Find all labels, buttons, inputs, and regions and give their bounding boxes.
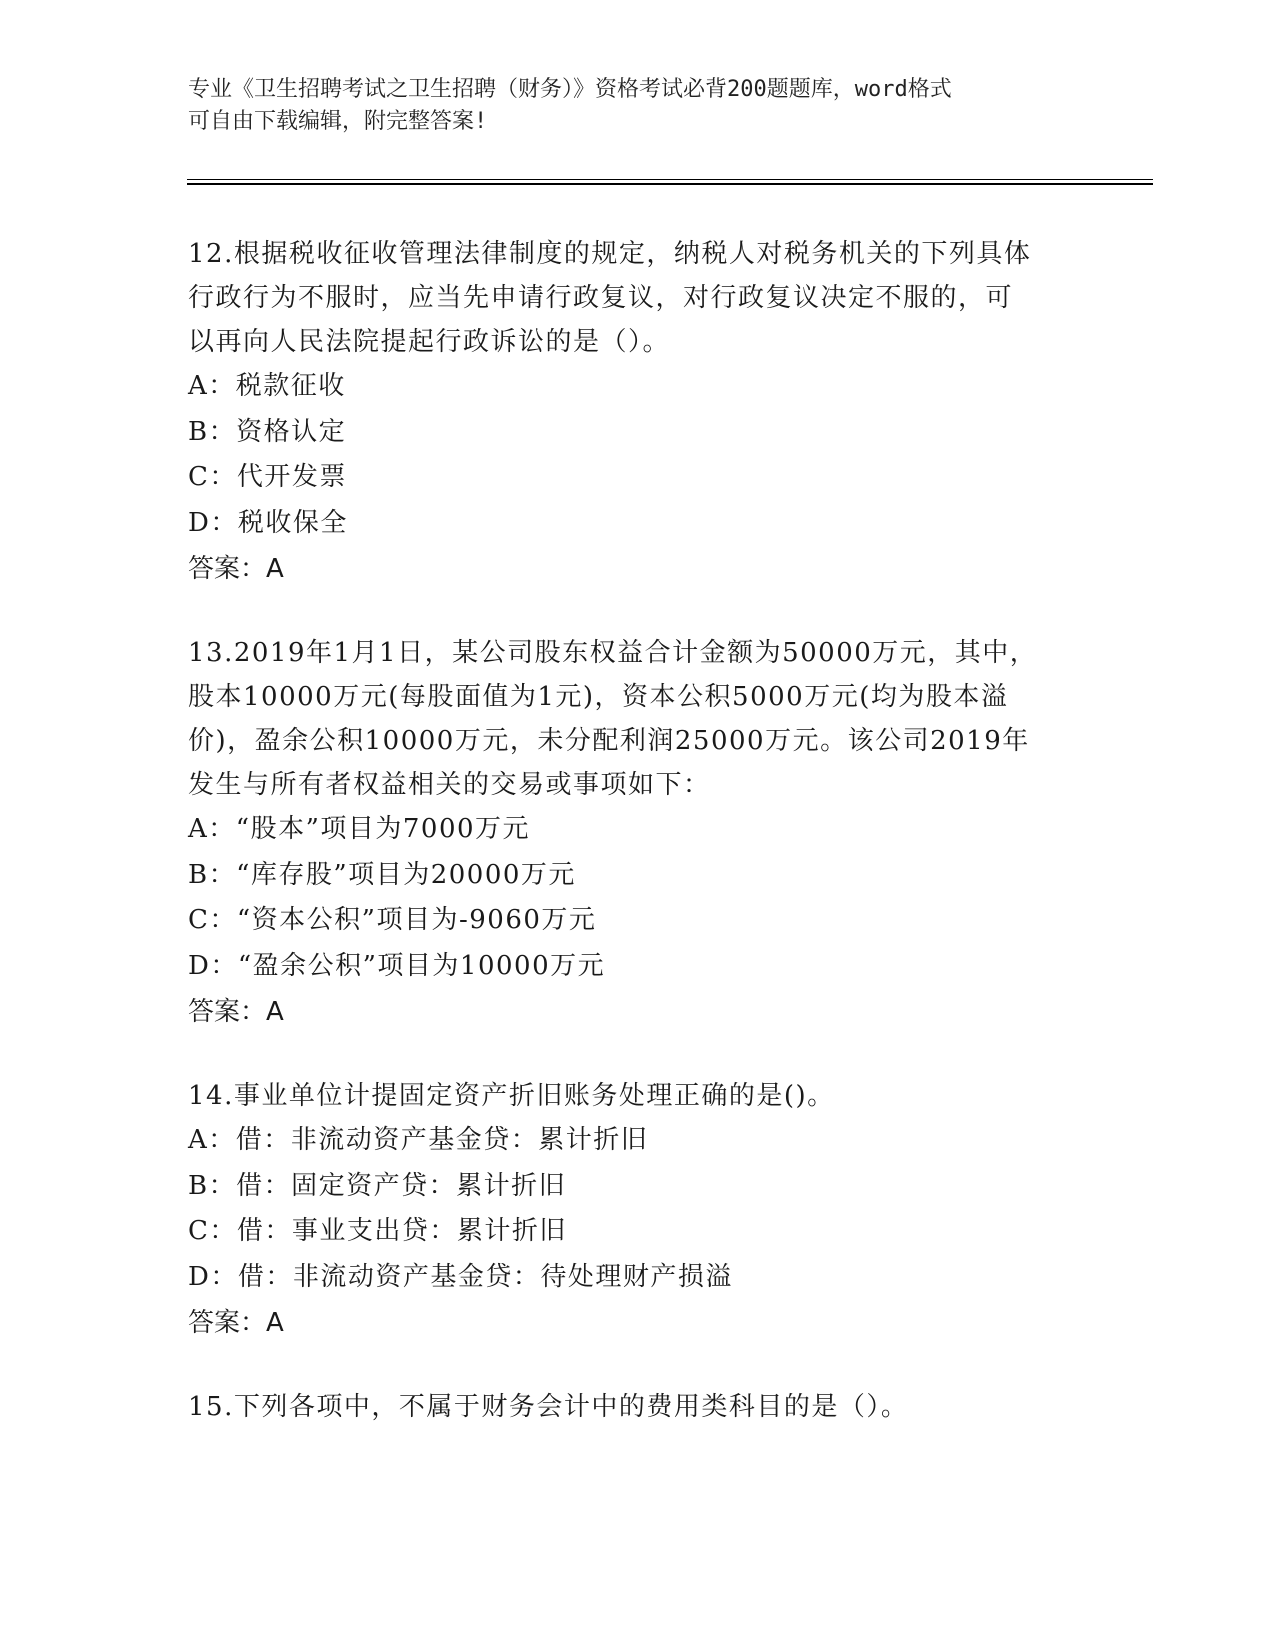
stem-line: 行政行为不服时，应当先申请行政复议，对行政复议决定不服的，可 [188,283,1014,313]
option-b: B：“库存股”项目为20000万元 [188,859,576,890]
stem-line: 13.2019年1月1日，某公司股东权益合计金额为50000万元，其中， [188,638,1038,668]
header-line-2: 可自由下载编辑，附完整答案! [188,109,488,134]
option-c: C：代开发票 [188,462,347,492]
option-d: D：“盈余公积”项目为10000万元 [188,950,606,981]
option-c: C：“资本公积”项目为-9060万元 [188,905,597,935]
stem-line: 以再向人民法院提起行政诉讼的是（）。 [188,327,671,357]
header-divider-thick [187,183,1153,185]
header-divider-thin [187,179,1153,180]
option-a: A：税款征收 [188,371,346,401]
question-list [188,232,1088,1468]
answer: 答案：A [188,1308,284,1338]
option-c: C：借：事业支出贷：累计折旧 [188,1216,567,1246]
option-b: B：借：固定资产贷：累计折旧 [188,1170,567,1201]
stem-line: 14.事业单位计提固定资产折旧账务处理正确的是()。 [188,1081,835,1111]
stem-line: 15.下列各项中，不属于财务会计中的费用类科目的是（）。 [188,1392,909,1422]
question-stem [188,1385,1088,1429]
stem-line: 发生与所有者权益相关的交易或事项如下： [188,770,711,800]
option-d: D：税收保全 [188,507,348,538]
document-header [188,74,1088,138]
question-stem [188,1074,1088,1118]
option-d: D：借：非流动资产基金贷：待处理财产损溢 [188,1261,733,1292]
stem-line: 股本10000万元(每股面值为1元)，资本公积5000万元(均为股本溢 [188,682,1009,712]
answer: 答案：A [188,554,284,584]
question-stem [188,232,1088,364]
question-13 [188,631,1088,1035]
stem-line: 12.根据税收征收管理法律制度的规定，纳税人对税务机关的下列具体 [188,239,1032,269]
stem-line: 价)，盈余公积10000万元，未分配利润25000万元。该公司2019年 [188,726,1030,756]
question-stem [188,631,1088,807]
option-a: A：“股本”项目为7000万元 [188,814,531,844]
question-12 [188,232,1088,592]
answer: 答案：A [188,997,284,1027]
question-15 [188,1385,1088,1429]
option-b: B：资格认定 [188,416,347,447]
option-a: A：借：非流动资产基金贷：累计折旧 [188,1125,649,1155]
header-line-1: 专业《卫生招聘考试之卫生招聘（财务）》资格考试必背200题题库，word格式 [188,77,952,102]
question-14 [188,1074,1088,1346]
